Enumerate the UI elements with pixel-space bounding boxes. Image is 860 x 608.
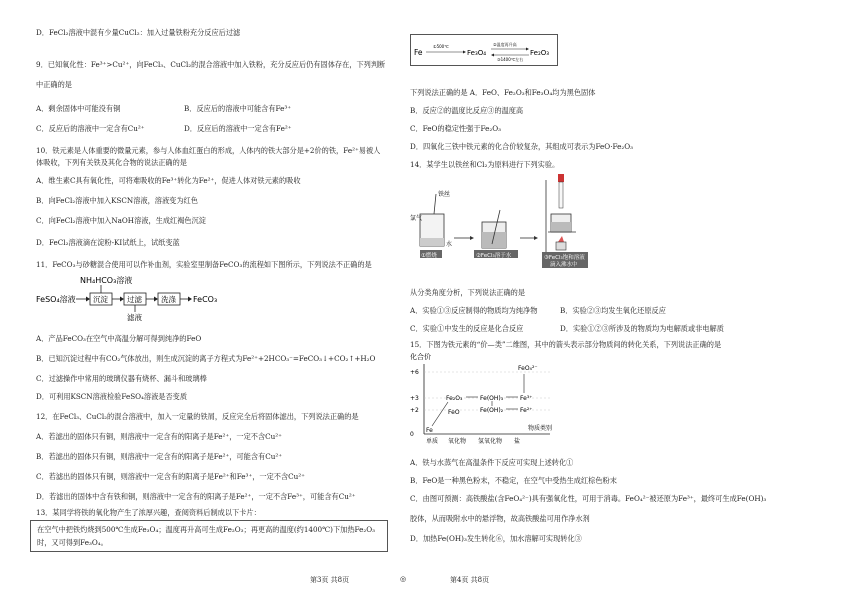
label-water: 水 — [446, 241, 453, 248]
diagram-y-label: 化合价 — [410, 353, 431, 361]
ytick-zero: 0 — [410, 431, 414, 438]
species-feoh3: Fe(OH)₃ — [480, 395, 504, 402]
q8-option-d: D．FeCl₂溶液中混有少量CuCl₂：加入过量铁粉充分反应后过滤 — [36, 28, 241, 37]
q9-stem-line2: 中正确的是 — [36, 80, 72, 89]
q10-stem-line2: 体吸收，下列有关铁及其化合物的说法正确的是 — [36, 158, 187, 167]
q14-option-c: C．实验①中发生的反应是化合反应 — [410, 324, 524, 333]
q14-apparatus-illustration — [410, 170, 590, 276]
diagram-x-label: 物质类别 — [528, 425, 553, 432]
q12-option-d: D．若滤出的固体中含有铁和铜，则溶液中一定含有的阳离子是Fe²⁺，一定不含Fe³⁺，可能含有Cu²⁺ — [36, 492, 356, 501]
q11-stem: 11．FeCO₃与砂糖混合使用可以作补血剂，实验室里制备FeCO₃的流程如下图所示，下列说法不正确的是 — [36, 260, 372, 269]
caption-step3-line2: 滴入沸水中 — [550, 262, 578, 268]
q12-option-c: C．若滤出的固体只有铜，则溶液中一定含有的阳离子是Fe²⁺和Fe³⁺，一定不含Cu²⁺ — [36, 472, 305, 481]
q10-option-d: D．FeCl₂溶液滴在淀粉-KI试纸上，试纸变蓝 — [36, 238, 180, 247]
caption-step1: ①燃烧 — [421, 253, 437, 259]
q15-option-a: A．铁与水蒸气在高温条件下反应可实现上述转化① — [410, 458, 574, 467]
q13-reaction-scheme — [410, 34, 558, 66]
scheme-fe2o3: Fe₂O₃ — [530, 49, 550, 57]
q12-option-b: B．若滤出的固体只有铜，则溶液中一定含有的阳离子是Fe²⁺，可能含有Cu²⁺ — [36, 452, 283, 461]
q14-option-a: A．实验①③反应制得的物质均为纯净物 — [410, 306, 538, 315]
scheme-cond-1: ①500℃ — [433, 44, 449, 49]
ytick-plus3: +3 — [410, 395, 419, 402]
xcat-hydroxide: 氢氧化物 — [478, 438, 503, 445]
q9-option-b: B．反应后的溶液中可能含有Fe³⁺ — [184, 104, 292, 113]
q15-option-d: D．加热Fe(OH)₃发生转化⑥，加水溶解可实现转化③ — [410, 534, 582, 543]
flow-step-filter: 过滤 — [127, 295, 142, 304]
q15-option-c-line2: 胶体，从而吸附水中的悬浮物，故高铁酸盐可用作净水剂 — [410, 514, 590, 523]
q14-substem: 从分类角度分析，下列说法正确的是 — [410, 288, 526, 297]
flow-end-label: FeCO₃ — [193, 295, 218, 304]
reaction-scheme-drawing — [411, 35, 557, 65]
species-feoh2: Fe(OH)₂ — [480, 407, 504, 414]
q11-flow-chart — [36, 274, 256, 324]
q9-stem-line1: 9．已知氧化性：Fe³⁺>Cu²⁺，向FeCl₃、CuCl₂的混合溶液中加入铁粉，充分反应后仍有固体存在，下列判断 — [36, 60, 386, 69]
species-feo4: FeO₄²⁻ — [518, 365, 538, 372]
species-fe2: Fe²⁺ — [520, 407, 533, 414]
dropper — [559, 182, 563, 208]
q14-option-d: D．实验①②③所涉及的物质均为电解质或非电解质 — [560, 324, 724, 333]
q11-option-d: D．可利用KSCN溶液检验FeSO₄溶液是否变质 — [36, 392, 188, 401]
q12-stem: 12．在FeCl₃、CuCl₂的混合溶液中，加入一定量的铁屑，反应完全后将固体滤出，下列说法正确的是 — [36, 412, 359, 421]
q13-option-d: D．四氧化三铁中铁元素的化合价较复杂，其组成可表示为FeO·Fe₂O₃ — [410, 142, 633, 151]
binding-mark-icon: ◎ — [400, 575, 407, 583]
species-fe: Fe — [426, 427, 433, 434]
label-iron-wire: 铁丝 — [438, 191, 451, 198]
xcat-oxide: 氧化物 — [448, 438, 467, 445]
scheme-cond-3: ③1400℃左右 — [497, 57, 524, 62]
q11-option-b: B．已知沉淀过程中有CO₂气体放出，则生成沉淀的离子方程式为Fe²⁺+2HCO₃⁻=FeCO₃↓+CO₂↑+H₂O — [36, 354, 376, 363]
q13-option-c: C．FeO的稳定性强于Fe₂O₃ — [410, 124, 502, 133]
ytick-plus2: +2 — [410, 407, 419, 414]
q13-options-stem: 下列说法正确的是 A．FeO、Fe₂O₃和Fe₃O₄均为黑色固体 — [410, 88, 596, 97]
q13-stem: 13．某同学将铁的氧化物产生了浓厚兴趣，查阅资料后制成以下卡片： — [36, 508, 261, 517]
q10-option-a: A．维生素C具有氧化性，可将难吸收的Fe³⁺转化为Fe²⁺，促进人体对铁元素的吸收 — [36, 176, 301, 185]
flow-start-label: FeSO₄溶液 — [36, 295, 76, 304]
caption-step2: ②FeCl₃溶于水 — [476, 253, 512, 259]
q10-option-c: C．向FeCl₂溶液中加入NaOH溶液，生成红褐色沉淀 — [36, 216, 206, 225]
q13-info-card — [30, 520, 388, 552]
xcat-salt: 盐 — [514, 438, 521, 445]
flow-filtrate-label: 滤液 — [127, 313, 142, 322]
q15-option-b: B．FeO是一种黑色粉末，不稳定，在空气中受热生成红棕色粉末 — [410, 476, 617, 485]
q9-option-c: C．反应后的溶液中一定含有Cu²⁺ — [36, 124, 145, 133]
q12-option-a: A．若滤出的固体只有铜，则溶液中一定含有的阳离子是Fe²⁺，一定不含Cu²⁺ — [36, 432, 282, 441]
q15-valence-class-diagram — [410, 350, 580, 450]
q13-option-b: B．反应②的温度比反应③的温度高 — [410, 106, 524, 115]
q10-stem-line1: 10．铁元素是人体重要的微量元素，参与人体血红蛋白的形成，人体内的铁大部分是+2价的铁，Fe²⁺易被人 — [36, 146, 381, 155]
q15-option-c-line1: C．由图可预测：高铁酸盐(含FeO₄²⁻)具有强氧化性，可用于消毒。FeO₄²⁻被还原为Fe³⁺，最终可生成Fe(OH)₃ — [410, 494, 767, 503]
xcat-element: 单质 — [426, 438, 439, 445]
scheme-fe: Fe — [414, 48, 423, 57]
q11-option-a: A．产品FeCO₃在空气中高温分解可得到纯净的FeO — [36, 334, 202, 343]
species-fe2o3: Fe₂O₃ — [446, 395, 463, 402]
q13-card-line2: 时，又可得到Fe₃O₄。 — [37, 538, 108, 547]
page-number-left: 第3页 共8页 — [310, 576, 350, 584]
scheme-fe3o4: Fe₃O₄ — [467, 49, 487, 57]
flow-reagent-label: NH₄HCO₃溶液 — [80, 276, 133, 285]
species-feo: FeO — [448, 409, 460, 416]
ytick-plus6: +6 — [410, 369, 419, 376]
q13-card-line1: 在空气中把铁灼烧到500℃生成Fe₃O₄；温度再升高可生成Fe₂O₃；再更高的温度(约1400℃)下加热Fe₂O₃ — [37, 525, 376, 534]
q14-stem: 14．某学生以铁丝和Cl₂为原料进行下列实验。 — [410, 160, 560, 169]
flow-step-precipitate: 沉淀 — [93, 295, 108, 304]
q9-option-a: A．剩余固体中可能没有铜 — [36, 104, 121, 113]
caption-step3-line1: ③FeCl₃饱和溶液 — [544, 255, 585, 261]
label-chlorine: 氯气 — [410, 215, 423, 222]
q14-option-b: B．实验②③均发生氧化还原反应 — [560, 306, 666, 315]
q15-stem: 15．下图为铁元素的“价—类”二维图，其中的箭头表示部分物质间的转化关系，下列说法正确的是 — [410, 340, 722, 349]
q11-option-c: C．过滤操作中常用的玻璃仪器有烧杯、漏斗和玻璃棒 — [36, 374, 207, 383]
flow-step-wash: 洗涤 — [161, 295, 176, 304]
page-number-right: 第4页 共8页 — [450, 576, 490, 584]
q9-option-d: D．反应后的溶液中一定含有Fe²⁺ — [184, 124, 292, 133]
species-fe3: Fe³⁺ — [520, 395, 533, 402]
scheme-cond-2: ②温度再升高 — [493, 42, 517, 47]
burner-flame — [558, 236, 564, 242]
q10-option-b: B．向FeCl₂溶液中加入KSCN溶液，溶液变为红色 — [36, 196, 198, 205]
